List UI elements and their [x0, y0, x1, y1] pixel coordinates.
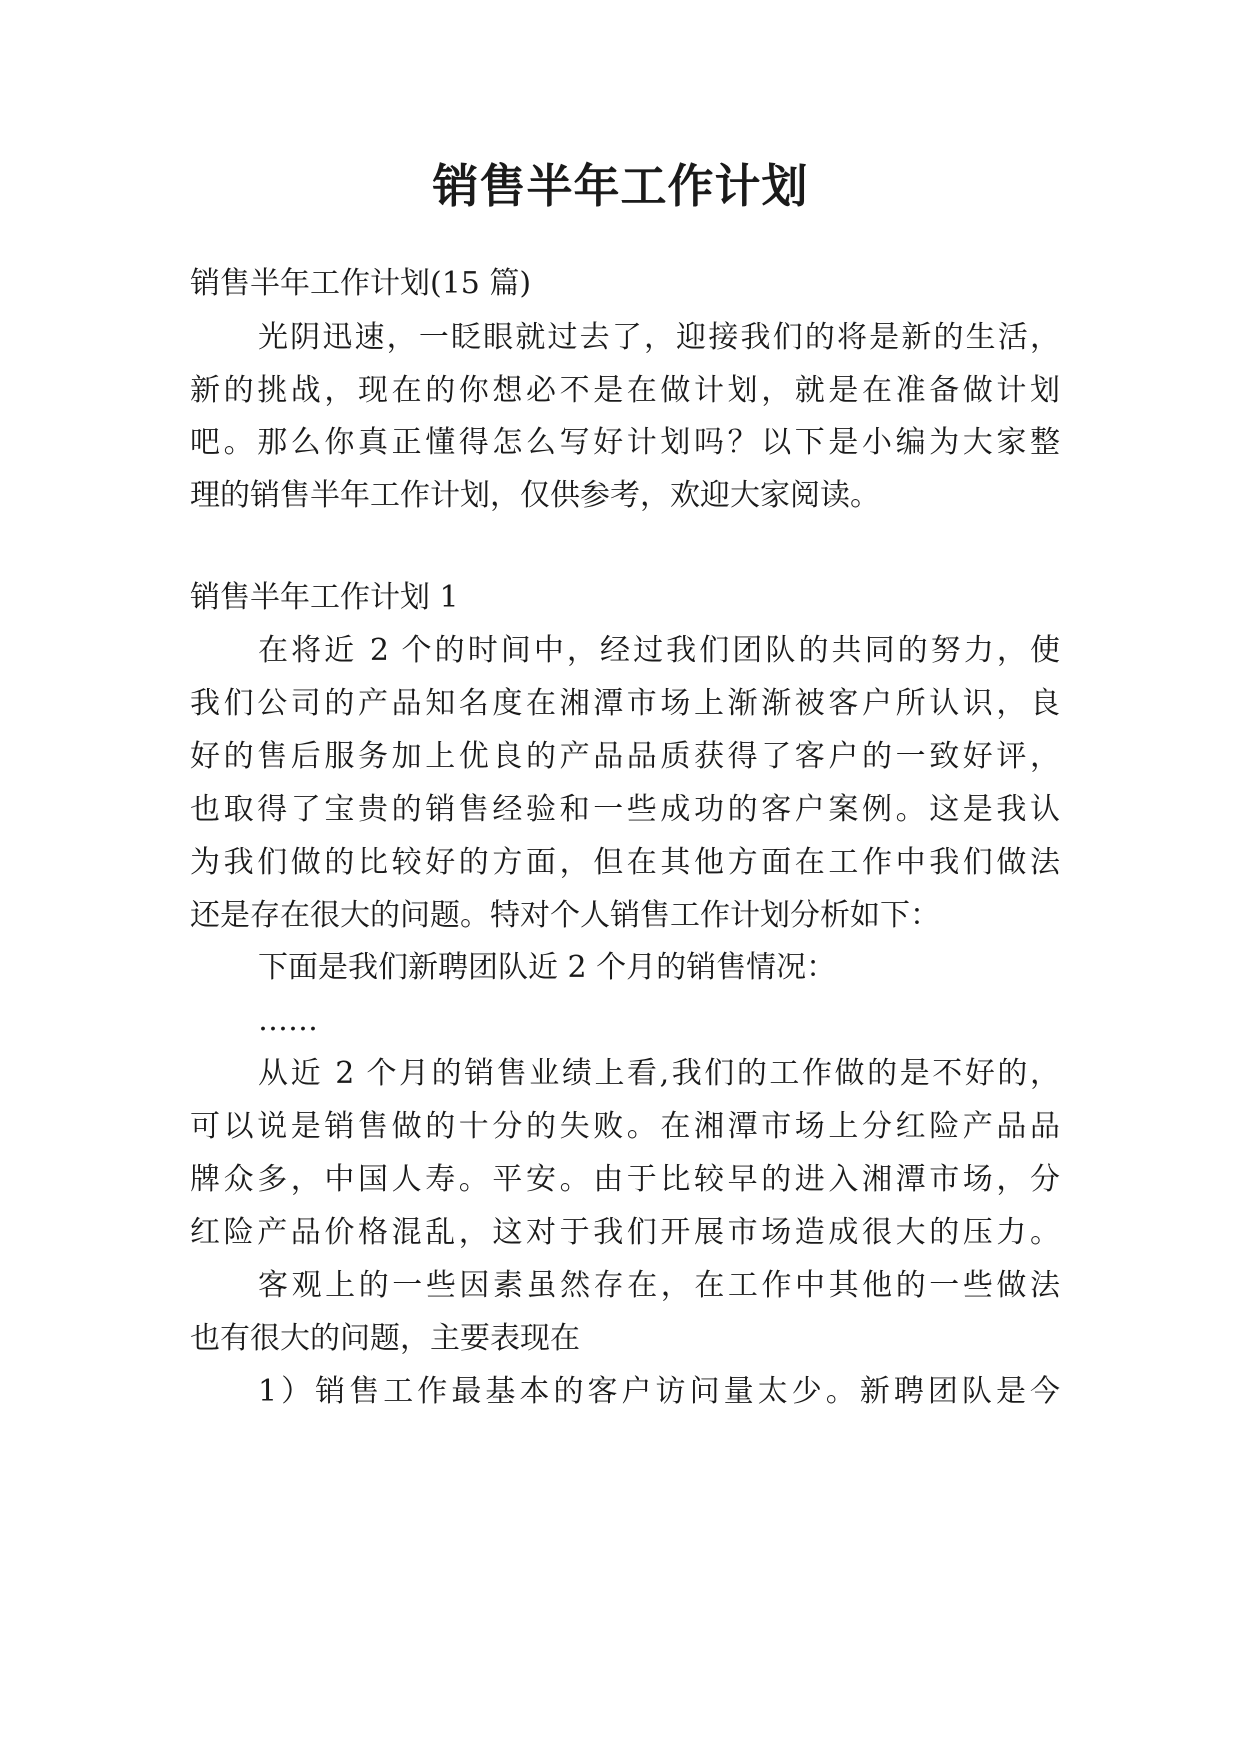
paragraph-line: 也取得了宝贵的销售经验和一些成功的客户案例。这是我认: [190, 792, 1060, 827]
intro-line: 新的挑战，现在的你想必不是在做计划，就是在准备做计划: [190, 373, 1060, 408]
paragraph-line: 下面是我们新聘团队近 2 个月的销售情况：: [258, 950, 837, 985]
paragraph-line: 1）销售工作最基本的客户访问量太少。新聘团队是今: [258, 1374, 1060, 1409]
paragraph-line: 在将近 2 个的时间中，经过我们团队的共同的努力，使: [258, 633, 1060, 668]
paragraph-line: 也有很大的问题，主要表现在: [190, 1321, 580, 1356]
document-title: 销售半年工作计划: [432, 159, 809, 213]
paragraph-line: 牌众多，中国人寿。平安。由于比较早的进入湘潭市场，分: [190, 1162, 1060, 1197]
paragraph-line: 我们公司的产品知名度在湘潭市场上渐渐被客户所认识，良: [190, 686, 1060, 721]
intro-line: 吧。那么你真正懂得怎么写好计划吗？以下是小编为大家整: [190, 425, 1060, 460]
document-subtitle: 销售半年工作计划(15 篇): [190, 266, 532, 301]
paragraph-line: 从近 2 个月的销售业绩上看,我们的工作做的是不好的，: [258, 1056, 1060, 1091]
paragraph-line: 可以说是销售做的十分的失败。在湘潭市场上分红险产品品: [190, 1109, 1060, 1144]
intro-line: 理的销售半年工作计划，仅供参考，欢迎大家阅读。: [190, 478, 880, 513]
paragraph-line: 为我们做的比较好的方面，但在其他方面在工作中我们做法: [190, 845, 1060, 880]
section-heading: 销售半年工作计划 1: [190, 580, 459, 615]
ellipsis-line: ……: [258, 1003, 318, 1038]
paragraph-line: 客观上的一些因素虽然存在，在工作中其他的一些做法: [258, 1268, 1060, 1303]
intro-line: 光阴迅速，一眨眼就过去了，迎接我们的将是新的生活，: [258, 320, 1060, 355]
paragraph-line: 红险产品价格混乱，这对于我们开展市场造成很大的压力。: [190, 1215, 1060, 1250]
paragraph-line: 好的售后服务加上优良的产品品质获得了客户的一致好评，: [190, 739, 1060, 774]
paragraph-line: 还是存在很大的问题。特对个人销售工作计划分析如下：: [190, 898, 940, 933]
